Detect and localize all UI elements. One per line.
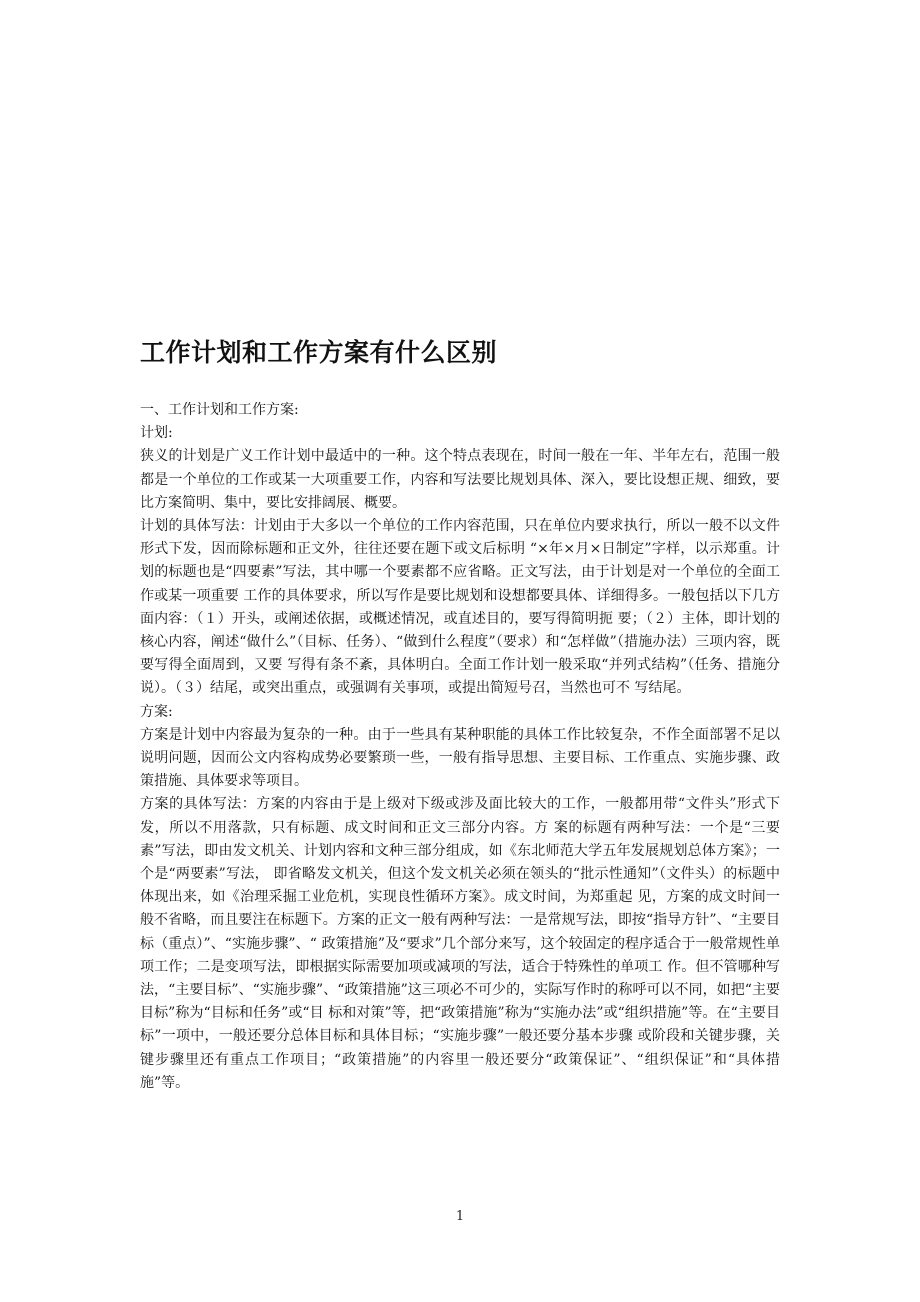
subheading-plan: 计划: xyxy=(140,425,173,442)
page-number: 1 xyxy=(455,1209,465,1224)
paragraph-scheme-writing: 方案的具体写法：方案的内容由于是上级对下级或涉及面比较大的工作，一般都用带“文件头”形式下发，所以不用落款，只有标题、成文时间和正文三部分内容。方 案的标题有两种写法：一个是“三要素”写法，即由发文机关、计划内容和文种三部分组成，如《东北师范大学五年发展规划总体方案》；一个是“两要素”写法， 即省略发文机关，但这个发文机关必须在领头的“批示性通知”（文件头）的标题中体现出来，如《治理采掘工业危机，实现良性循环方案》。成文时间，为郑重起 见，方案的成文时间一般不省略，而且要注在标题下。方案的正文一般有两种写法：一是常规写法，即按“指导方针”、“主要目标（重点）”、“实施步骤”、“ 政策措施”及“要求”几个部分来写，这个较固定的程序适合于一般常规性单项工作；二是变项写法，即根据实际需要加项或减项的写法，适合于特殊性的单项工 作。但不管哪种写法，“主要目标”、“实施步骤”、“政策措施”这三项必不可少的，实际写作时的称呼可以不同，如把“主要目标”称为“目标和任务”或“目 标和对策”等，把“政策措施”称为“实施办法”或“组织措施”等。在“主要目标”一项中，一般还要分总体目标和具体目标；“实施步骤”一般还要分基本步骤 或阶段和关键步骤，关键步骤里还有重点工作项目；“政策措施”的内容里一般还要分“政策保证”、“组织保证”和“具体措施”等。 xyxy=(140,796,780,1091)
section-heading: 一、工作计划和工作方案: xyxy=(140,402,299,418)
paragraph-plan-writing: 计划的具体写法：计划由于大多以一个单位的工作内容范围，只在单位内要求执行，所以一般不以文件形式下发，因而除标题和正文外，往往还要在题下或文后标明 “×年×月×日制定”字样，以示郑重。计划的标题也是“四要素”写法，其中哪一个要素都不应省略。正文写法，由于计划是对一个单位的全面工作或某一项重要 工作的具体要求，所以写作是要比规划和设想都要具体、详细得多。一般包括以下几方面内容：（１）开头，或阐述依据，或概述情况，或直述目的，要写得简明扼 要；（２）主体，即计划的核心内容，阐述“做什么”（目标、任务）、“做到什么程度”（要求）和“怎样做”（措施办法）三项内容，既要写得全面周到，又要 写得有条不紊，具体明白。全面工作计划一般采取“并列式结构”（任务、措施分说）。（３）结尾，或突出重点，或强调有关事项，或提出简短号召，当然也可不 写结尾。 xyxy=(140,518,780,697)
document-body xyxy=(140,399,780,1095)
subheading-scheme: 方案: xyxy=(140,703,173,720)
paragraph-plan-definition: 狭义的计划是广义工作计划中最适中的一种。这个特点表现在，时间一般在一年、半年左右，范围一般都是一个单位的工作或某一大项重要工作，内容和写法要比规划具体、深入，要比设想正规、细致，要比方案简明、集中，要比安排阔展、概要。 xyxy=(140,448,780,511)
paragraph-scheme-definition: 方案是计划中内容最为复杂的一种。由于一些具有某种职能的具体工作比较复杂，不作全面部署不足以说明问题，因而公文内容构成势必要繁琐一些，一般有指导思想、主要目标、工作重点、实施步骤、政策措施、具体要求等项目。 xyxy=(140,726,780,790)
document-title: 工作计划和工作方案有什么区别 xyxy=(140,338,498,367)
